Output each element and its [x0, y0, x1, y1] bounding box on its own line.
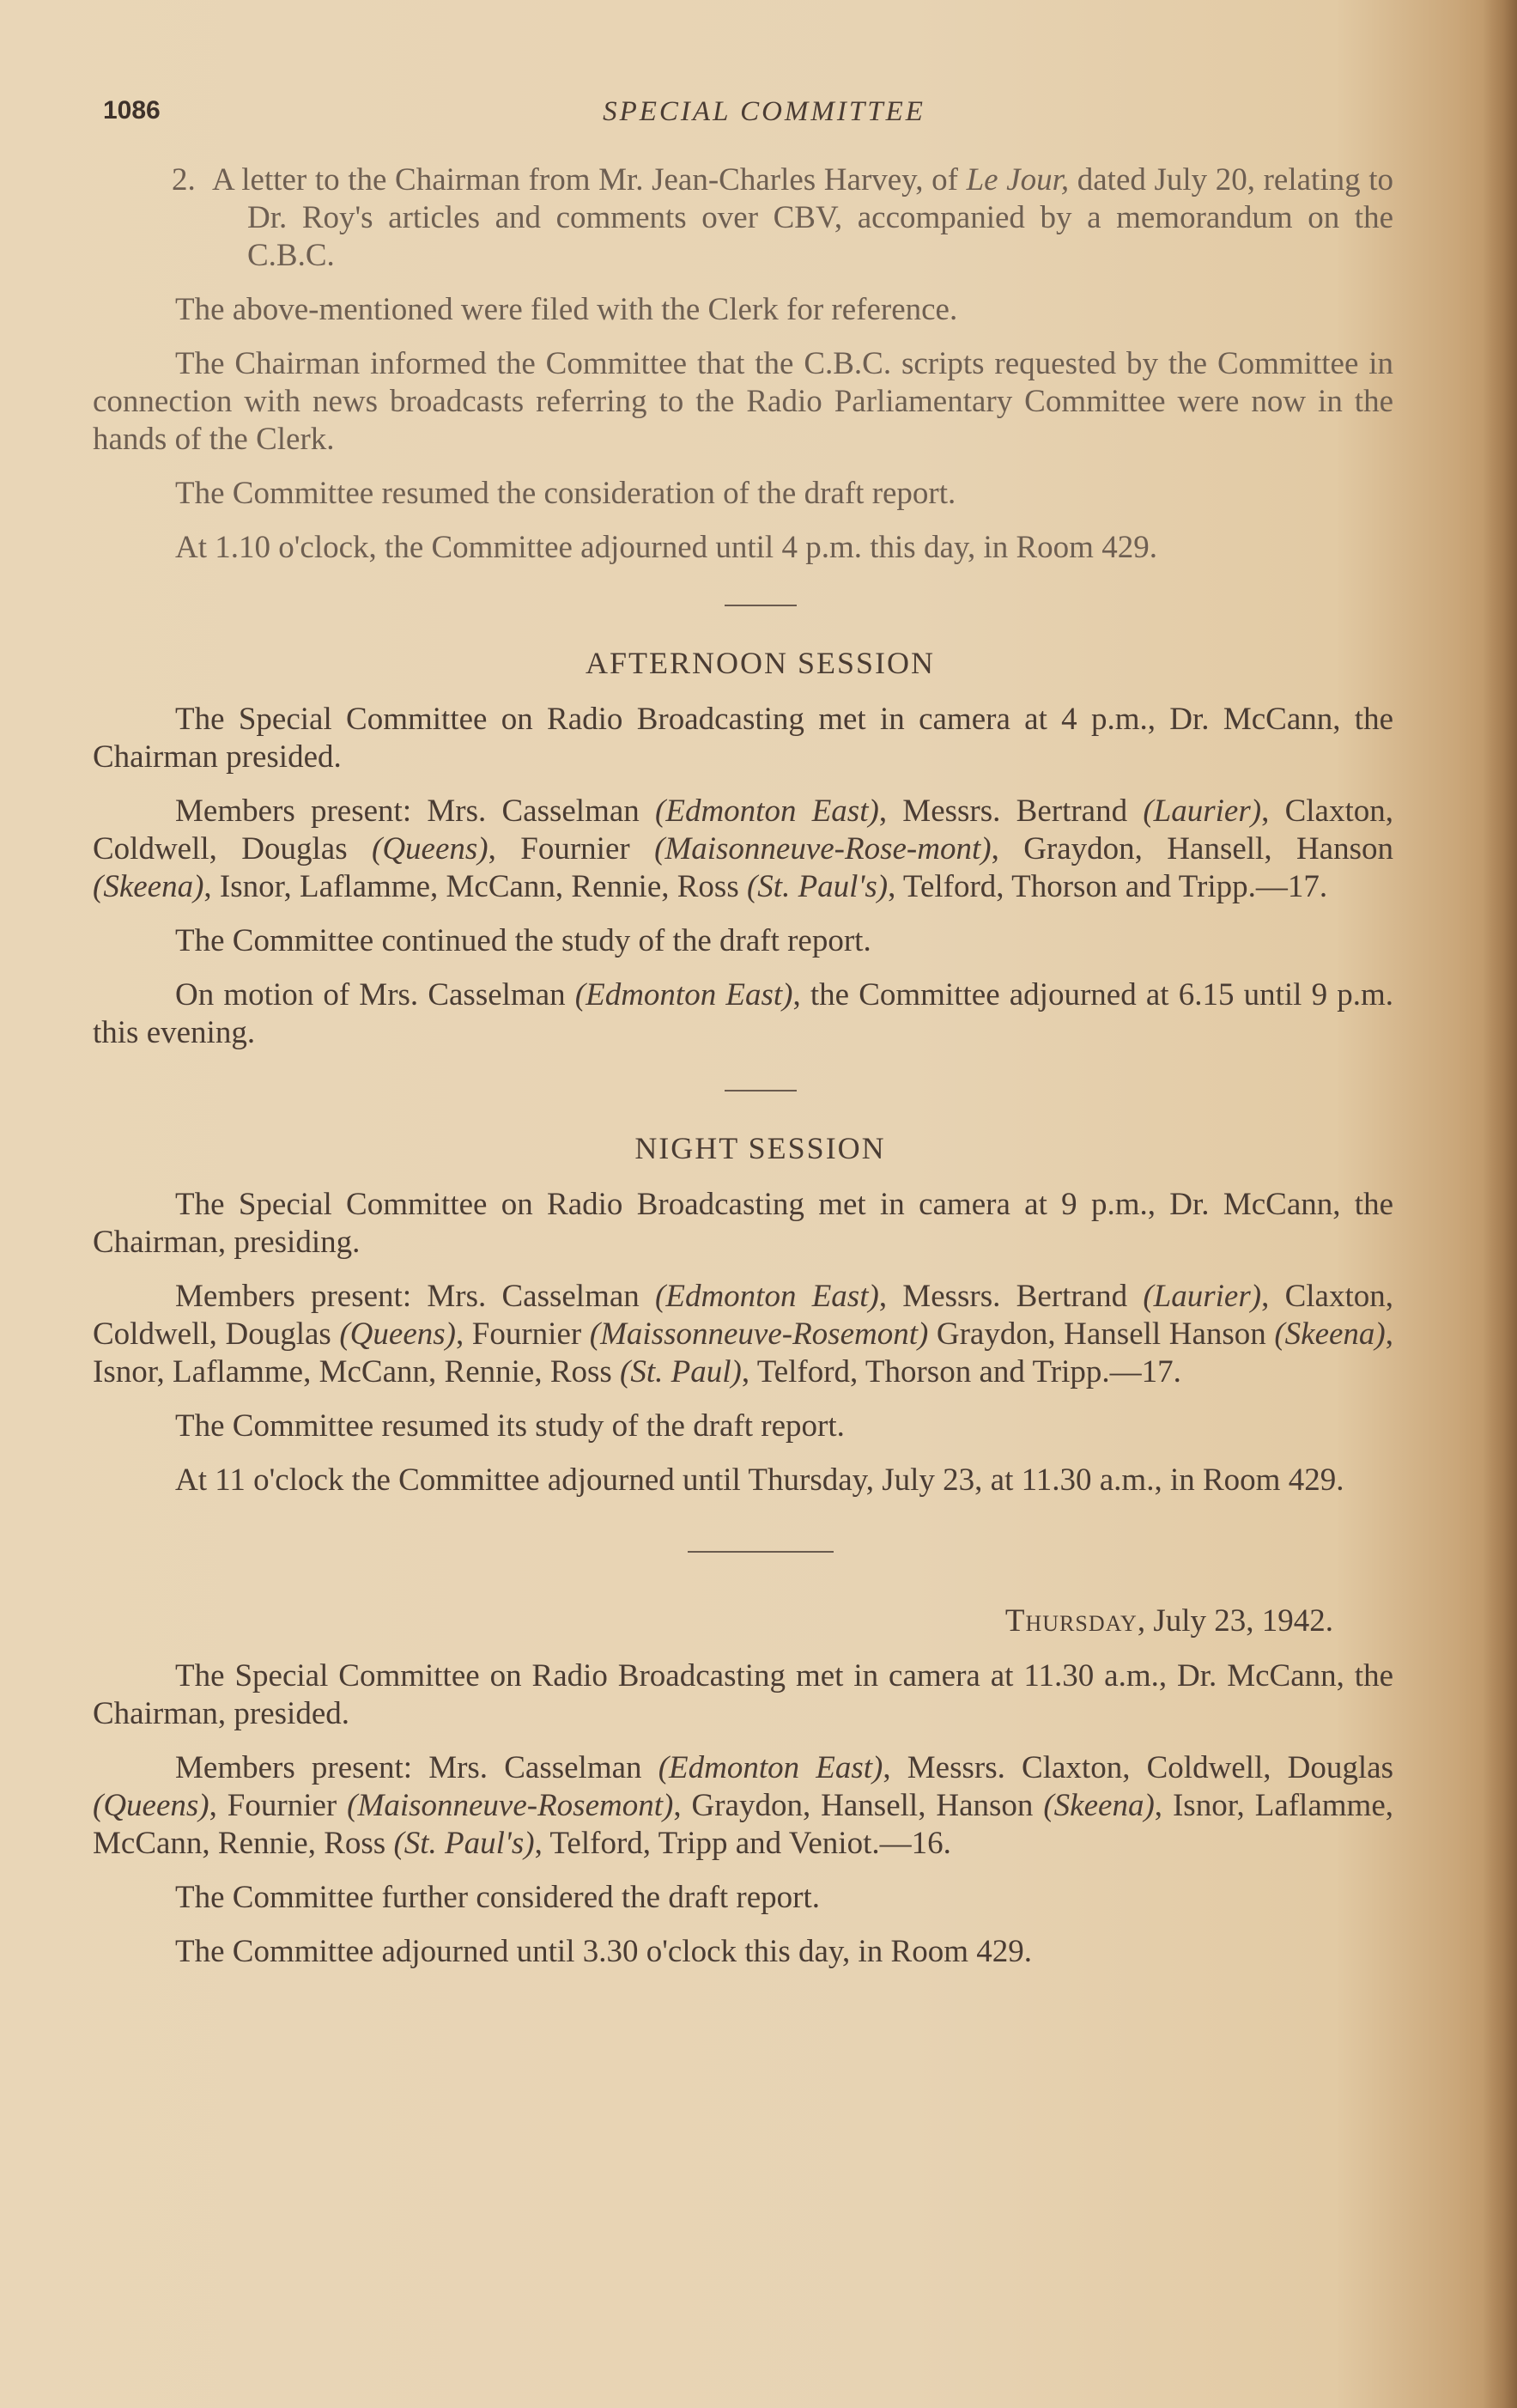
- text-run: , Isnor, Laflamme, McCann, Rennie, Ross: [93, 1316, 1394, 1389]
- afternoon-continued-paragraph: The Committee continued the study of the draft report.: [175, 923, 871, 958]
- filed-paragraph: The above-mentioned were filed with the Clerk for reference.: [175, 292, 958, 327]
- item-text-part-1: A letter to the Chairman from Mr. Jean-Charles Harvey, of: [211, 162, 967, 198]
- page-number: 1086: [103, 96, 161, 125]
- text-run: , Telford, Tripp and Veniot.—16.: [534, 1826, 951, 1861]
- item-newspaper-name: Le Jour,: [966, 162, 1070, 198]
- dateline-date: , July 23, 1942.: [1137, 1603, 1333, 1639]
- running-head: SPECIAL COMMITTEE: [603, 96, 925, 127]
- text-run: , Isnor, Laflamme, McCann, Rennie, Ross: [203, 869, 747, 904]
- afternoon-motion-paragraph: [93, 976, 1393, 1052]
- text-run: On motion of Mrs. Casselman: [175, 977, 575, 1012]
- afternoon-met-paragraph: The Special Committee on Radio Broadcasting met in camera at 4 p.m., Dr. McCann, the Chairman presided.: [93, 702, 1393, 775]
- italic-constituency: (Maissonneuve-Rosemont): [589, 1316, 929, 1352]
- night-session-heading: NIGHT SESSION: [634, 1131, 886, 1165]
- thursday-members-paragraph: [93, 1749, 1393, 1863]
- night-met-paragraph: The Special Committee on Radio Broadcasting met in camera at 9 p.m., Dr. McCann, the Chairman, presiding.: [93, 1187, 1393, 1260]
- text-run: , Graydon, Hansell, Hanson: [991, 831, 1393, 867]
- thursday-considered-paragraph: The Committee further considered the draft report.: [175, 1880, 821, 1915]
- italic-constituency: (Queens): [372, 831, 488, 867]
- dateline-weekday: Thursday: [1004, 1603, 1138, 1639]
- italic-constituency: (Skeena): [1274, 1316, 1386, 1352]
- italic-constituency: (Queens): [93, 1788, 209, 1823]
- thursday-met-paragraph: The Special Committee on Radio Broadcasting met in camera at 11.30 a.m., Dr. McCann, the Chairman, presided.: [93, 1658, 1393, 1731]
- italic-constituency: (Edmonton East): [658, 1750, 883, 1785]
- text-run: , Isnor, Laflamme, McCann, Rennie, Ross: [93, 1788, 1393, 1861]
- italic-constituency: (Maisonneuve-Rose-mont): [654, 831, 992, 867]
- text-run: , Messrs. Bertrand: [878, 794, 1144, 829]
- text-run: , Messrs. Bertrand: [878, 1279, 1144, 1314]
- numbered-item-2: [93, 161, 1393, 275]
- page-edge-stain: [1483, 0, 1517, 2408]
- text-run: , Claxton, Coldwell, Douglas: [93, 794, 1393, 867]
- italic-constituency: (Maisonneuve-Rosemont): [347, 1788, 674, 1823]
- night-resumed-paragraph: The Committee resumed its study of the draft report.: [175, 1408, 845, 1444]
- section-divider: [725, 605, 797, 606]
- text-run: , Claxton, Coldwell, Douglas: [93, 1279, 1393, 1352]
- italic-constituency: (St. Paul): [620, 1354, 742, 1389]
- day-divider: [688, 1551, 834, 1553]
- item-text-part-2: dated July 20, relating to Dr. Roy's articles and comments over CBV, accompanied by a memorandum on the C.B.C.: [247, 162, 1393, 273]
- italic-constituency: (Queens): [339, 1316, 456, 1352]
- page-header: [103, 96, 1408, 131]
- italic-constituency: (Skeena): [1043, 1788, 1155, 1823]
- text-run: , the Committee adjourned at 6.15 until 9 p.m. this evening.: [93, 977, 1393, 1050]
- italic-constituency: (Edmonton East): [655, 1279, 879, 1314]
- italic-constituency: (Edmonton East): [574, 977, 793, 1012]
- text-run: Graydon, Hansell Hanson: [928, 1316, 1275, 1352]
- resumed-paragraph: The Committee resumed the consideration of the draft report.: [175, 476, 956, 511]
- thursday-adjourned-paragraph: The Committee adjourned until 3.30 o'clock this day, in Room 429.: [175, 1934, 1032, 1969]
- text-run: Members present: Mrs. Casselman: [175, 1279, 656, 1314]
- italic-constituency: (Skeena): [93, 869, 204, 904]
- afternoon-members-paragraph: [93, 793, 1393, 906]
- text-run: , Telford, Thorson and Tripp.—17.: [741, 1354, 1181, 1389]
- page-body: [93, 161, 1393, 1987]
- afternoon-session-heading: AFTERNOON SESSION: [585, 646, 936, 680]
- italic-constituency: (St. Paul's): [746, 869, 889, 904]
- text-run: Members present: Mrs. Casselman: [175, 794, 656, 829]
- text-run: , Fournier: [488, 831, 655, 867]
- adjourned-paragraph: At 1.10 o'clock, the Committee adjourned until 4 p.m. this day, in Room 429.: [175, 530, 1157, 565]
- text-run: , Messrs. Claxton, Coldwell, Douglas: [883, 1750, 1393, 1785]
- italic-constituency: (Laurier): [1143, 1279, 1262, 1314]
- text-run: , Fournier: [455, 1316, 590, 1352]
- item-number: 2.: [172, 162, 196, 198]
- italic-constituency: (Laurier): [1143, 794, 1262, 829]
- text-run: Members present: Mrs. Casselman: [175, 1750, 658, 1785]
- italic-constituency: (Edmonton East): [655, 794, 879, 829]
- night-adjourned-paragraph: At 11 o'clock the Committee adjourned until Thursday, July 23, at 11.30 a.m., in Room 429.: [175, 1462, 1344, 1498]
- text-run: , Fournier: [209, 1788, 348, 1823]
- italic-constituency: (St. Paul's): [393, 1826, 535, 1861]
- section-divider: [725, 1090, 797, 1092]
- text-run: , Graydon, Hansell, Hanson: [673, 1788, 1044, 1823]
- night-members-paragraph: [93, 1278, 1393, 1391]
- scripts-paragraph: The Chairman informed the Committee that the C.B.C. scripts requested by the Committee in connection with news broadcasts referring to the Radio Parliamentary Committee were now in the hands of the Clerk.: [93, 346, 1393, 457]
- text-run: , Telford, Thorson and Tripp.—17.: [888, 869, 1328, 904]
- dateline: [93, 1602, 1333, 1640]
